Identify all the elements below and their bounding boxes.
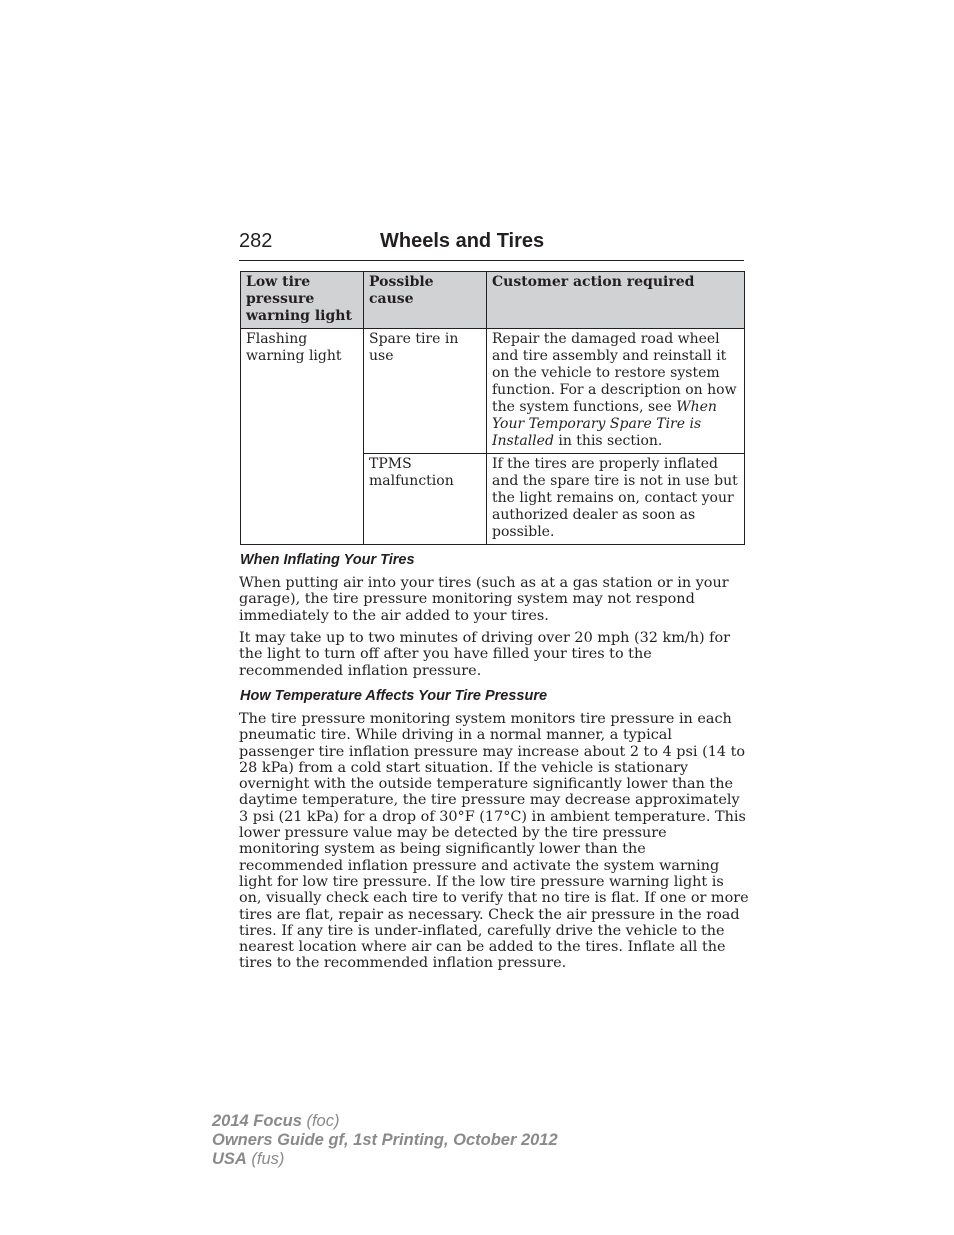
footer-line [212, 1112, 558, 1131]
action-text: Repair the damaged road wheel and tire assembly and reinstall it on the vehicle to restore system function. For a description on how the system functions, see [492, 331, 737, 415]
action-cell [487, 329, 745, 454]
tpms-warning-table [240, 271, 745, 545]
footer-model: 2014 Focus [212, 1112, 302, 1130]
footer [212, 1112, 558, 1169]
footer-line [212, 1150, 558, 1169]
paragraph: The tire pressure monitoring system monitors tire pressure in each pneumatic tire. While driving in a normal manner, a typical passenger tire inflation pressure may increase about 2 to 4 psi (14 to 28 kPa) from a cold start situation. If the vehicle is stationary overnight with the outside temperature significantly lower than the daytime temperature, the tire pressure may decrease approximately 3 psi (21 kPa) for a drop of 30°F (17°C) in ambient temperature. This lower pressure value may be detected by the tire pressure monitoring system as being significantly lower than the recommended inflation pressure and activate the system warning light for low tire pressure. If the low tire pressure warning light is on, visually check each tire to verify that no tire is flat. If one or more tires are flat, repair as necessary. Check the air pressure in the road tires. If any tire is under-inflated, carefully drive the vehicle to the nearest location where air can be added to the tires. Inflate all the tires to the recommended inflation pressure. [239, 711, 749, 972]
paragraph: It may take up to two minutes of driving over 20 mph (32 km/h) for the light to turn off after you have filled your tires to the recommended inflation pressure. [239, 630, 731, 679]
footer-model-code: (foc) [301, 1112, 340, 1130]
action-cell: If the tires are properly inflated and the spare tire is not in use but the light remains on, contact your authorized dealer as soon as possible. [487, 454, 745, 545]
subheading-inflating: When Inflating Your Tires [240, 552, 415, 568]
footer-market: USA [212, 1150, 247, 1168]
cause-cell: Spare tire in use [364, 329, 487, 454]
paragraph: When putting air into your tires (such as at a gas station or in your garage), the tire pressure monitoring system may not respond immediately to the air added to your tires. [239, 575, 729, 624]
subheading-temperature: How Temperature Affects Your Tire Pressure [240, 688, 548, 704]
light-state-cell: Flashing warning light [241, 329, 364, 545]
page-number: 282 [239, 230, 273, 252]
column-header-possible-cause: Possible cause [364, 272, 487, 329]
footer-guide-info: Owners Guide gf, 1st Printing, October 2012 [212, 1131, 558, 1149]
table-row [241, 329, 745, 454]
section-reference: When Your Temporary Spare Tire is Installed [492, 399, 717, 449]
column-header-customer-action: Customer action required [487, 272, 745, 329]
column-header-warning-light: Low tire pressure warning light [241, 272, 364, 329]
table-header-row [241, 272, 745, 329]
footer-market-code: (fus) [246, 1150, 285, 1168]
action-text: in this section. [553, 433, 663, 449]
page-header [239, 229, 744, 261]
section-title: Wheels and Tires [380, 230, 545, 252]
cause-cell: TPMS malfunction [364, 454, 487, 545]
